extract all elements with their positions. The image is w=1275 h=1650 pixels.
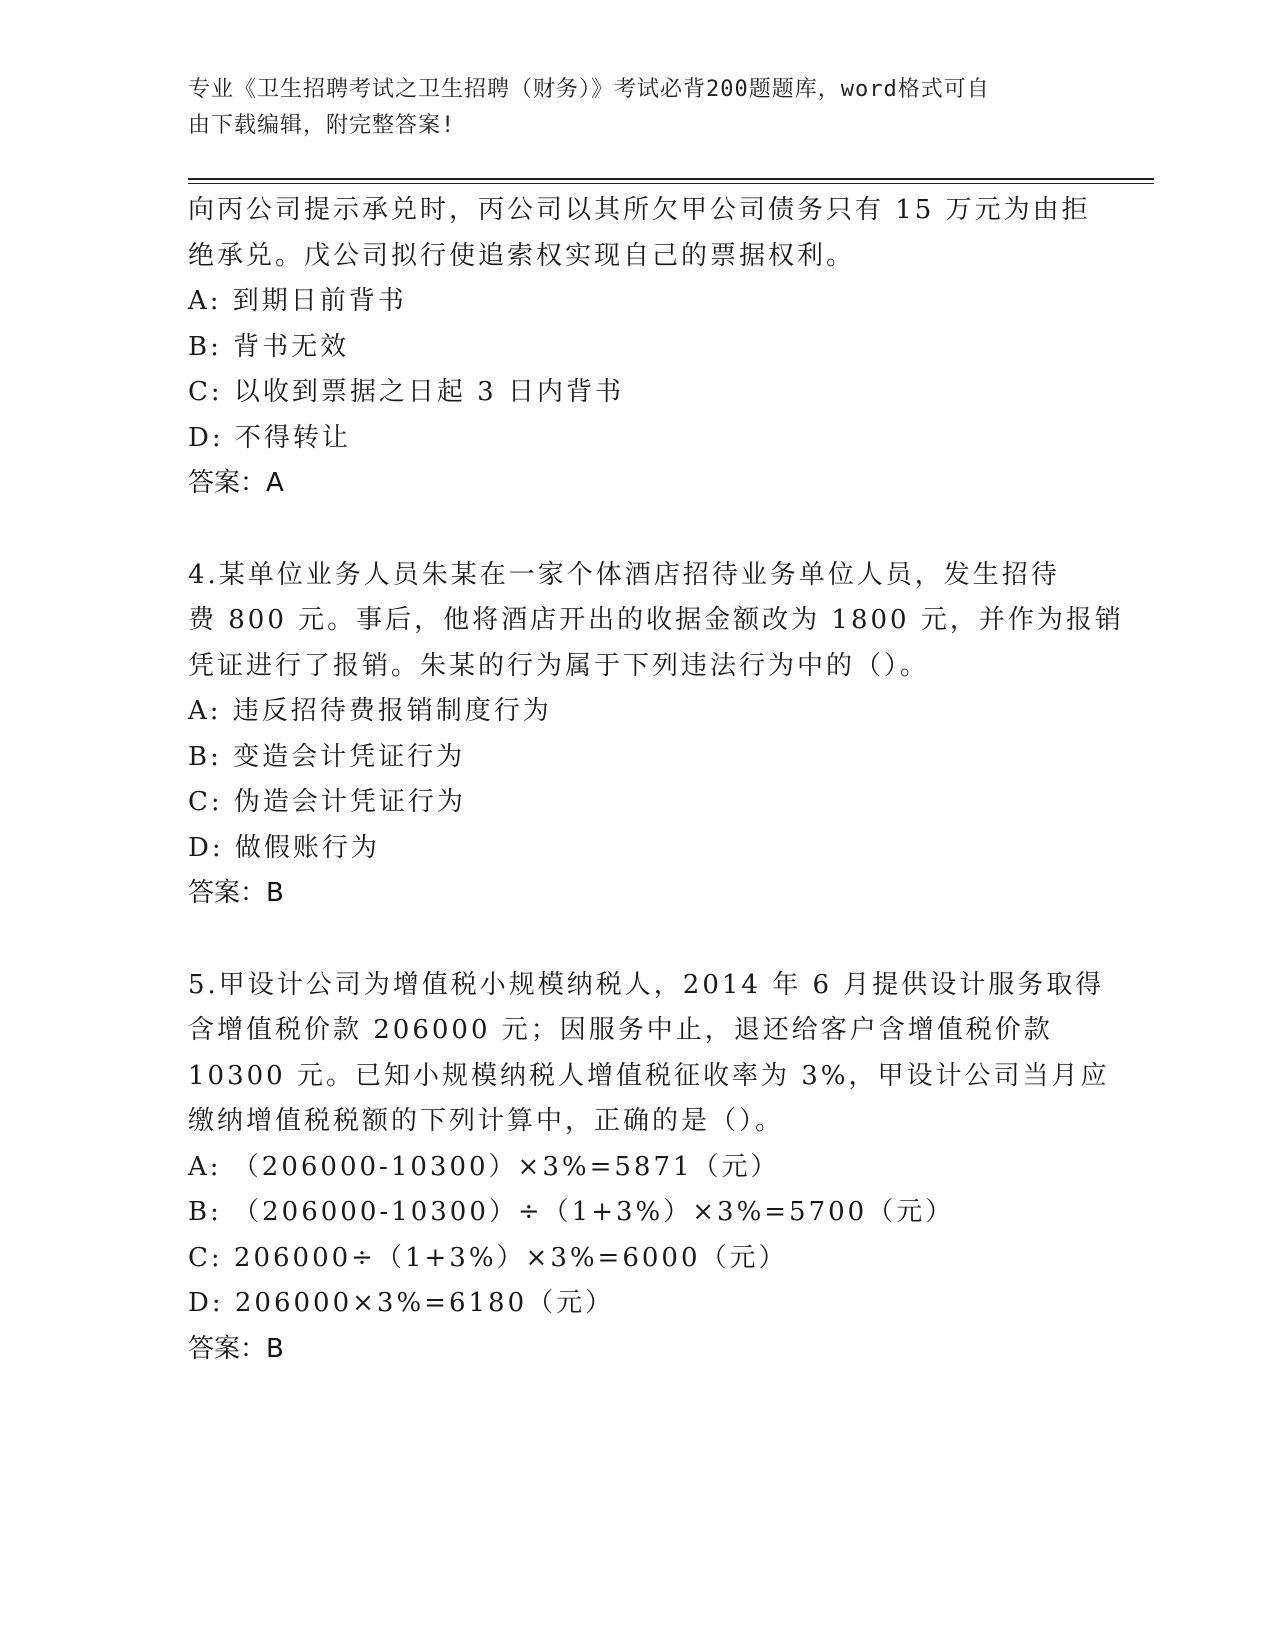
question-5-text-line-4: 缴纳增值税税额的下列计算中，正确的是（）。 bbox=[188, 1106, 785, 1136]
header-line-2: 由下载编辑，附完整答案! bbox=[188, 113, 456, 138]
question-4-option-b: B: 变造会计凭证行为 bbox=[188, 741, 466, 772]
question-4-answer: 答案：B bbox=[188, 878, 284, 908]
question-3-option-a: A: 到期日前背书 bbox=[188, 286, 407, 316]
question-3-text-line-1: 向丙公司提示承兑时，丙公司以其所欠甲公司债务只有 15 万元为由拒 bbox=[188, 195, 1091, 225]
question-5 bbox=[188, 963, 1110, 1373]
question-5-option-a: A: （206000-10300）×3%=5871（元） bbox=[188, 1151, 780, 1182]
question-4-text-line-3: 凭证进行了报销。朱某的行为属于下列违法行为中的（）。 bbox=[188, 650, 930, 681]
header-divider-thin bbox=[188, 183, 1154, 184]
question-4 bbox=[188, 553, 1124, 917]
question-4-text-line-2: 费 800 元。事后，他将酒店开出的收据金额改为 1800 元，并作为报销 bbox=[188, 605, 1124, 635]
question-4-option-c: C: 伪造会计凭证行为 bbox=[188, 787, 466, 817]
spacer bbox=[188, 507, 1088, 553]
question-4-option-a: A: 违反招待费报销制度行为 bbox=[188, 696, 552, 726]
question-4-text-line-1: 4.某单位业务人员朱某在一家个体酒店招待业务单位人员，发生招待 bbox=[188, 559, 1060, 590]
header-line-1: 专业《卫生招聘考试之卫生招聘（财务）》考试必背200题题库，word格式可自 bbox=[188, 77, 990, 102]
question-4-option-d: D: 做假账行为 bbox=[188, 832, 380, 863]
question-5-text-line-3: 10300 元。已知小规模纳税人增值税征收率为 3%，甲设计公司当月应 bbox=[188, 1060, 1110, 1091]
question-5-option-d: D: 206000×3%=6180（元） bbox=[188, 1288, 615, 1318]
header-divider-thick bbox=[188, 178, 1154, 180]
question-3 bbox=[188, 188, 1091, 507]
question-3-answer: 答案：A bbox=[188, 468, 284, 498]
question-3-text-line-2: 绝承兑。戊公司拟行使追索权实现自己的票据权利。 bbox=[188, 240, 856, 271]
document-body bbox=[188, 188, 1124, 1372]
question-3-option-c: C: 以收到票据之日起 3 日内背书 bbox=[188, 377, 624, 407]
question-3-option-b: B: 背书无效 bbox=[188, 331, 350, 362]
question-5-option-c: C: 206000÷（1+3%）×3%=6000（元） bbox=[188, 1242, 788, 1273]
question-5-option-b: B: （206000-10300）÷（1+3%）×3%=5700（元） bbox=[188, 1197, 955, 1227]
page-header bbox=[188, 72, 1068, 144]
question-3-option-d: D: 不得转让 bbox=[188, 422, 351, 453]
question-5-text-line-2: 含增值税价款 206000 元；因服务中止，退还给客户含增值税价款 bbox=[188, 1015, 1053, 1045]
question-5-text-line-1: 5.甲设计公司为增值税小规模纳税人，2014 年 6 月提供设计服务取得 bbox=[188, 969, 1105, 1000]
question-5-answer: 答案：B bbox=[188, 1333, 284, 1364]
spacer bbox=[188, 917, 1088, 963]
